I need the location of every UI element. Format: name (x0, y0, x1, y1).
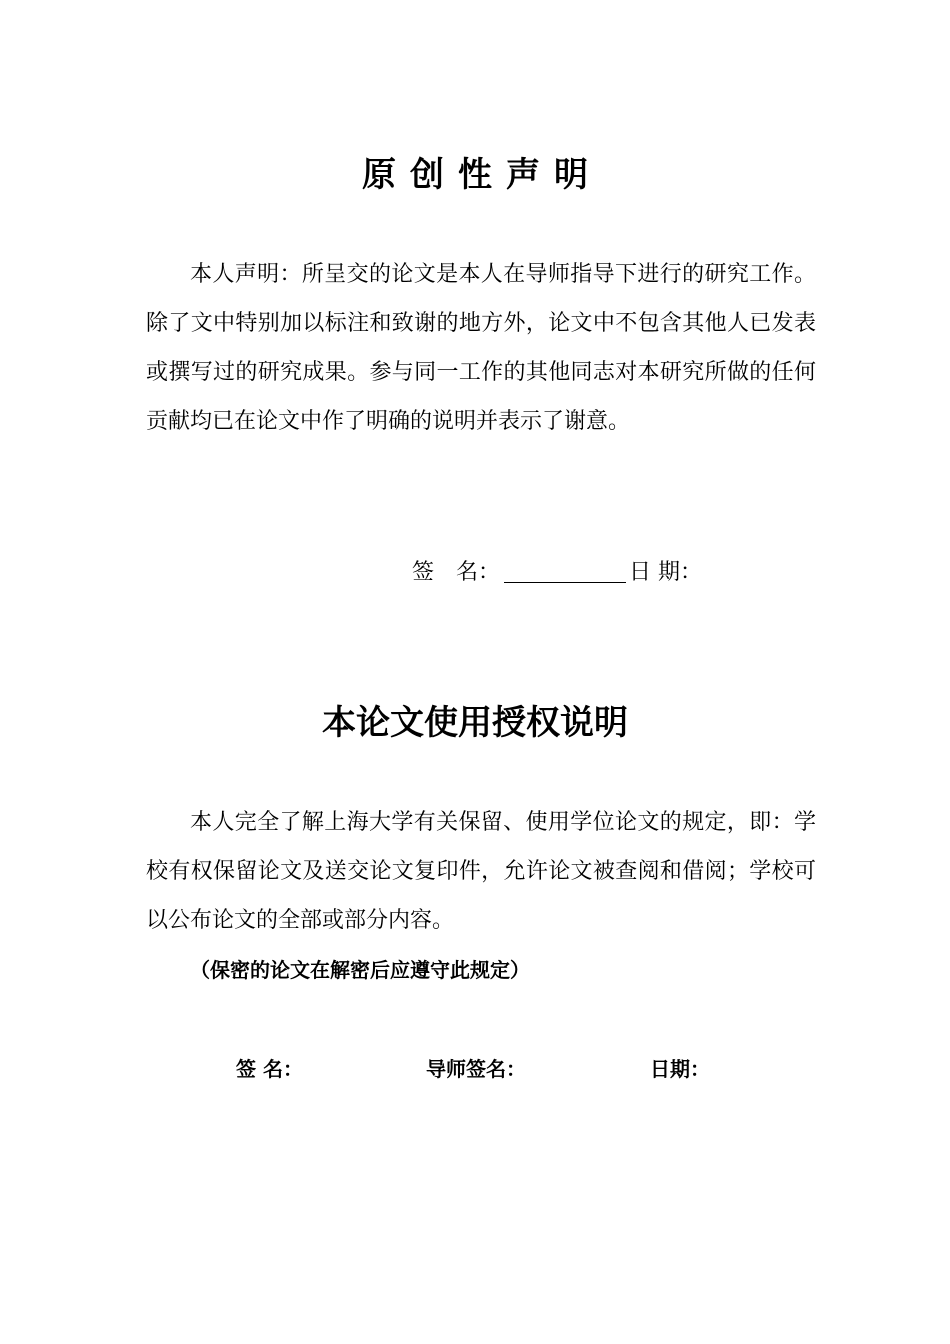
advisor-signature-label: 导师签名： (426, 1057, 526, 1081)
declaration-title: 原创性声明 (362, 155, 602, 195)
date-label: 日 期： (629, 560, 703, 585)
signature-label-part2: 名： (456, 560, 501, 585)
authorization-title: 本论文使用授权说明 (322, 703, 628, 743)
signature-label-part1: 签 (412, 560, 435, 585)
authorization-body: 本人完全了解上海大学有关保留、使用学位论文的规定，即：学校有权保留论文及送交论文复印件，允许论文被查阅和借阅；学校可以公布论文的全部或部分内容。 (146, 810, 816, 933)
declaration-body: 本人声明：所呈交的论文是本人在导师指导下进行的研究工作。除了文中特别加以标注和致谢的地方外，论文中不包含其他人已发表或撰写过的研究成果。参与同一工作的其他同志对本研究所做的任何贡献均已在论文中作了明确的说明并表示了谢意。 (146, 262, 816, 434)
declaration-signature-line (412, 556, 702, 590)
confidential-note: （保密的论文在解密后应遵守此规定） (190, 958, 530, 982)
author-signature-label: 签 名： (236, 1057, 303, 1081)
signature-blank[interactable] (504, 556, 626, 583)
authorization-date-label: 日期： (650, 1057, 710, 1081)
